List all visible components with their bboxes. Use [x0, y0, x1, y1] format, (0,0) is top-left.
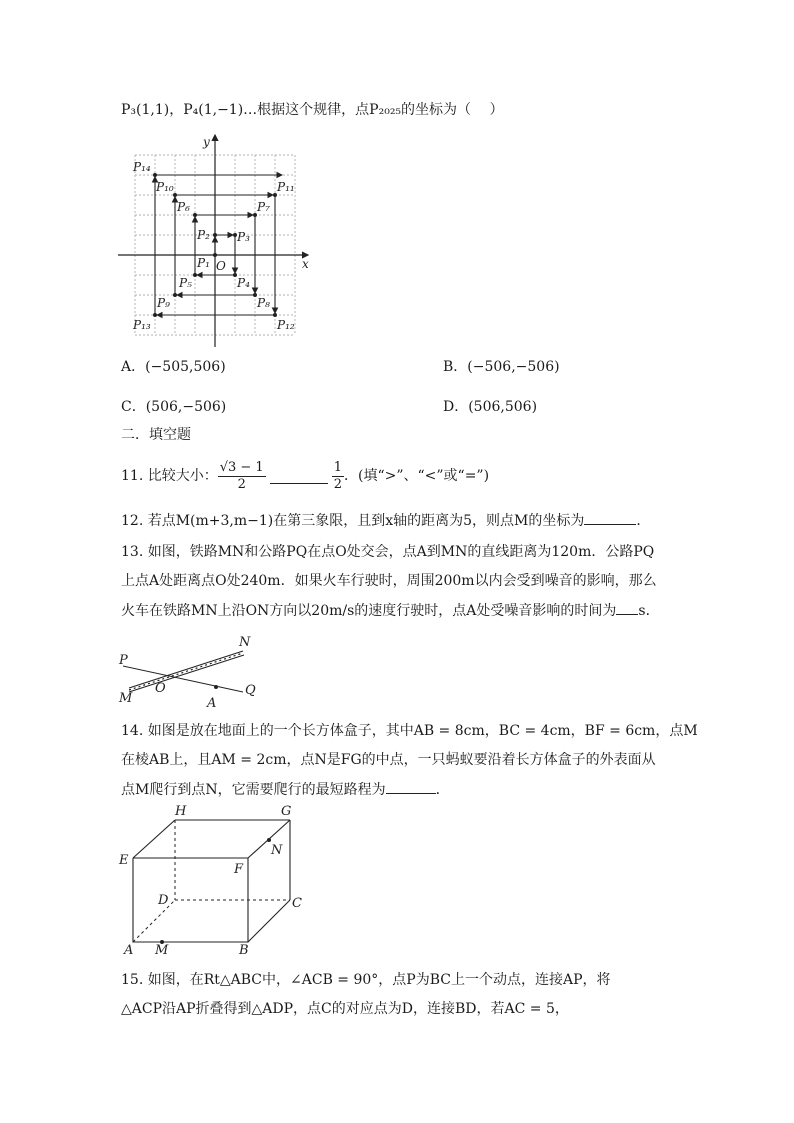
q12-end: ．: [636, 513, 651, 529]
q11-frac1-num: √3 − 1: [219, 459, 264, 475]
q11-answer-blank[interactable]: [270, 469, 328, 484]
y-axis-label: y: [203, 135, 210, 149]
label-p: P: [119, 653, 128, 668]
q13-unit: s．: [638, 603, 660, 619]
q11-fraction-right: [332, 460, 344, 493]
q12-text: 12. 若点M(m+3,m−1)在第三象限，且到x轴的距离为5，则点M的坐标为: [121, 513, 585, 529]
q14-line-2: 在棱AB上，且AM = 2cm，点N是FG的中点，一只蚂蚁要沿着长方体盒子的外表面从: [121, 752, 656, 768]
label-e: E: [119, 853, 129, 868]
q13-answer-blank[interactable]: [616, 600, 638, 615]
label-p10: P₁₀: [156, 180, 174, 194]
label-f: F: [234, 862, 244, 877]
label-p1: P₁: [197, 256, 210, 270]
label-p5: P₅: [179, 276, 192, 290]
label-p6: P₆: [177, 200, 190, 214]
label-p2: P₂: [197, 228, 210, 242]
q14-line-3: [121, 779, 450, 800]
q11: [121, 456, 489, 496]
option-b[interactable]: B．(−506,−506): [443, 359, 560, 375]
q11-prefix: 11. 比较大小：: [121, 468, 218, 484]
q11-fraction-left: [218, 460, 266, 493]
label-p11: P₁₁: [277, 180, 295, 194]
q13-line-3-text: 火车在铁路MN上沿ON方向以20m/s的速度行驶时，点A处受噪音影响的时间为: [121, 603, 617, 619]
q11-frac2-num: 1: [333, 459, 342, 475]
label-h: H: [175, 804, 187, 819]
option-a[interactable]: A．(−505,506): [121, 359, 226, 375]
q12-answer-blank[interactable]: [584, 510, 636, 525]
option-d[interactable]: D．(506,506): [443, 399, 538, 415]
label-b: B: [239, 943, 249, 958]
label-p9: P₉: [157, 296, 170, 310]
q11-frac2-den: 2: [333, 476, 342, 492]
label-p13: P₁₃: [133, 318, 151, 332]
label-o: O: [155, 681, 166, 696]
label-m: M: [155, 943, 169, 958]
label-p7: P₇: [257, 200, 270, 214]
label-p8: P₈: [257, 296, 270, 310]
label-p4: P₄: [237, 276, 250, 290]
q11-frac1-den: 2: [237, 476, 246, 492]
label-q: Q: [245, 683, 256, 698]
q13-line-2: 上点A处距离点O处240m．如果火车行驶时，周围200m以内会受到噪音的影响，那么: [121, 573, 657, 589]
label-g: G: [281, 804, 292, 819]
section-title: 二．填空题: [121, 427, 191, 443]
label-a: A: [207, 696, 217, 711]
label-n: N: [239, 635, 251, 650]
label-p3: P₃: [237, 230, 250, 244]
point-n: [267, 838, 271, 842]
label-d: D: [158, 893, 169, 908]
q15-line-1: 15. 如图，在Rt△ABC中，∠ACB = 90°，点P为BC上一个动点，连接AP，将: [121, 972, 611, 988]
q14-answer-blank[interactable]: [386, 779, 436, 794]
q15-line-2: △ACP沿AP折叠得到△ADP，点C的对应点为D，连接BD，若AC = 5，: [121, 1001, 569, 1017]
q13-line-3: [121, 600, 660, 621]
label-p14: P₁₄: [133, 160, 151, 174]
x-axis-label: x: [302, 257, 309, 271]
origin-label: O: [216, 259, 226, 273]
point-a: [214, 685, 218, 689]
rail-road-figure: [115, 632, 275, 712]
label-a: A: [124, 943, 134, 958]
cuboid-figure: [115, 802, 315, 962]
q14-end: ．: [435, 782, 450, 798]
label-m: M: [119, 691, 133, 706]
q14-line-3-text: 点M爬行到点N，它需要爬行的最短路程为: [121, 782, 386, 798]
q13-line-1: 13. 如图，铁路MN和公路PQ在点O处交会，点A到MN的直线距离为120m．公路PQ: [121, 544, 655, 560]
q12: [121, 510, 650, 531]
label-p12: P₁₂: [277, 318, 295, 332]
spiral-figure: [118, 132, 318, 352]
option-c[interactable]: C．(506,−506): [121, 399, 227, 415]
label-n: N: [271, 843, 283, 858]
q11-suffix: ．(填“>”、“<”或“=”): [343, 468, 490, 484]
q10-intro: P₃(1,1)，P₄(1,−1)…根据这个规律，点P₂₀₂₅的坐标为（ ）: [121, 102, 504, 118]
cuboid-edges: [133, 820, 290, 942]
q14-line-1: 14. 如图是放在地面上的一个长方体盒子，其中AB = 8cm，BC = 4cm，BF = 6cm，点M: [121, 723, 698, 739]
label-c: C: [292, 896, 302, 911]
